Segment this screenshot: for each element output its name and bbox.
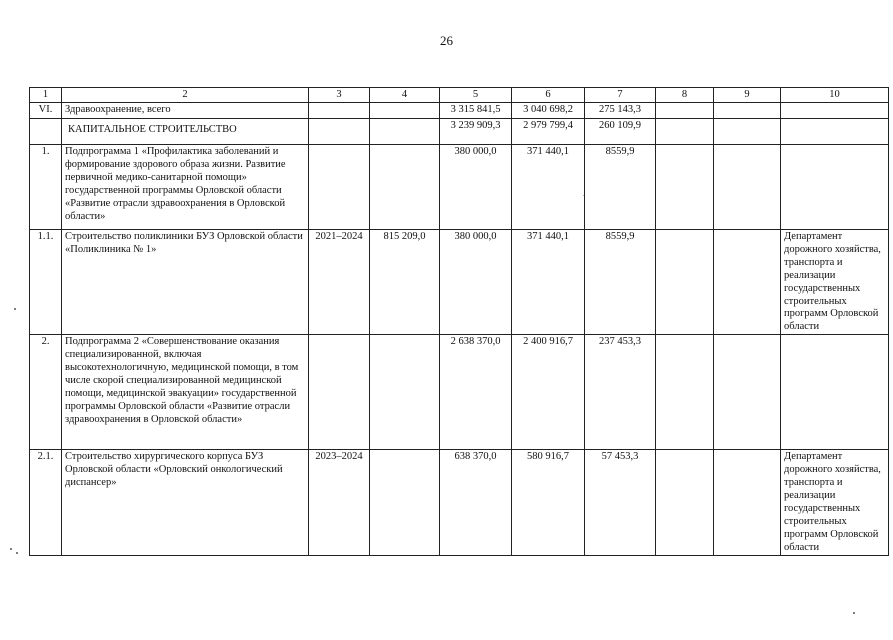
scan-speck xyxy=(853,612,855,614)
scan-speck xyxy=(16,552,18,554)
row-responsible: Департамент дорожного хозяйства, транспорта и реализации государственных строительных программ Орловской области xyxy=(781,230,889,335)
table-row xyxy=(30,230,889,335)
row-year1: 580 916,7 xyxy=(512,450,585,555)
column-header: 6 xyxy=(512,88,585,103)
row-col9 xyxy=(714,230,781,335)
row-col9 xyxy=(714,103,781,119)
row-responsible xyxy=(781,103,889,119)
row-name: Строительство поликлиники БУЗ Орловской области «Поликлиника № 1» xyxy=(62,230,309,335)
table-row xyxy=(30,119,889,145)
row-col9 xyxy=(714,450,781,555)
column-header: 9 xyxy=(714,88,781,103)
column-number-row xyxy=(30,88,889,103)
row-year1: 371 440,1 xyxy=(512,230,585,335)
column-header: 2 xyxy=(62,88,309,103)
row-col8 xyxy=(656,450,714,555)
row-number: VI. xyxy=(30,103,62,119)
row-year2: 57 453,3 xyxy=(585,450,656,555)
row-period: 2023–2024 xyxy=(309,450,370,555)
column-header: 7 xyxy=(585,88,656,103)
row-total: 2 638 370,0 xyxy=(440,335,512,450)
row-period xyxy=(309,103,370,119)
row-year1: 2 400 916,7 xyxy=(512,335,585,450)
table-row xyxy=(30,450,889,555)
row-col8 xyxy=(656,119,714,145)
row-year1: 371 440,1 xyxy=(512,145,585,230)
column-header: 4 xyxy=(370,88,440,103)
row-col9 xyxy=(714,335,781,450)
table-row xyxy=(30,103,889,119)
row-name: Здравоохранение, всего xyxy=(62,103,309,119)
row-period xyxy=(309,335,370,450)
page-number: 26 xyxy=(440,33,453,48)
row-responsible xyxy=(781,335,889,450)
row-number: 1. xyxy=(30,145,62,230)
row-total: 638 370,0 xyxy=(440,450,512,555)
row-name: Строительство хирургического корпуса БУЗ Орловской области «Орловский онкологический диспансер» xyxy=(62,450,309,555)
row-year2: 275 143,3 xyxy=(585,103,656,119)
row-responsible xyxy=(781,119,889,145)
row-total: 3 239 909,3 xyxy=(440,119,512,145)
row-name: Подпрограмма 2 «Совершенствование оказания специализированной, включая высокотехнологичную, медицинской помощи, в том числе скорой специализированной медицинской помощи, медицинской эвакуации» государственной программы Орловской области «Развитие отрасли здравоохранения в Орловской области» xyxy=(62,335,309,450)
row-period xyxy=(309,145,370,230)
row-total: 380 000,0 xyxy=(440,145,512,230)
row-responsible xyxy=(781,145,889,230)
table-row xyxy=(30,145,889,230)
budget-table xyxy=(29,87,889,556)
row-col8 xyxy=(656,335,714,450)
scan-speck xyxy=(10,548,12,550)
row-col9 xyxy=(714,119,781,145)
row-number: 2. xyxy=(30,335,62,450)
column-header: 10 xyxy=(781,88,889,103)
row-cost xyxy=(370,103,440,119)
column-header: 5 xyxy=(440,88,512,103)
row-year1: 3 040 698,2 xyxy=(512,103,585,119)
row-cost xyxy=(370,450,440,555)
column-header: 8 xyxy=(656,88,714,103)
row-number: 1.1. xyxy=(30,230,62,335)
row-name: КАПИТАЛЬНОЕ СТРОИТЕЛЬСТВО xyxy=(62,119,309,145)
row-cost: 815 209,0 xyxy=(370,230,440,335)
row-year2: 8559,9 xyxy=(585,145,656,230)
row-year2: 260 109,9 xyxy=(585,119,656,145)
row-responsible: Департамент дорожного хозяйства, транспорта и реализации государственных строительных программ Орловской области xyxy=(781,450,889,555)
scan-speck xyxy=(14,308,16,310)
row-period: 2021–2024 xyxy=(309,230,370,335)
row-year2: 8559,9 xyxy=(585,230,656,335)
row-number xyxy=(30,119,62,145)
row-name: Подпрограмма 1 «Профилактика заболеваний и формирование здорового образа жизни. Развитие первичной медико-санитарной помощи» государственной программы Орловской области «Развитие отрасли здравоохранения в Орловской области» xyxy=(62,145,309,230)
row-cost xyxy=(370,119,440,145)
row-col8 xyxy=(656,103,714,119)
column-header: 1 xyxy=(30,88,62,103)
row-cost xyxy=(370,335,440,450)
row-total: 380 000,0 xyxy=(440,230,512,335)
scan-speck xyxy=(583,195,584,196)
row-period xyxy=(309,119,370,145)
column-header: 3 xyxy=(309,88,370,103)
row-total: 3 315 841,5 xyxy=(440,103,512,119)
row-col9 xyxy=(714,145,781,230)
row-col8 xyxy=(656,145,714,230)
row-col8 xyxy=(656,230,714,335)
row-year1: 2 979 799,4 xyxy=(512,119,585,145)
row-cost xyxy=(370,145,440,230)
row-year2: 237 453,3 xyxy=(585,335,656,450)
table-row xyxy=(30,335,889,450)
row-number: 2.1. xyxy=(30,450,62,555)
